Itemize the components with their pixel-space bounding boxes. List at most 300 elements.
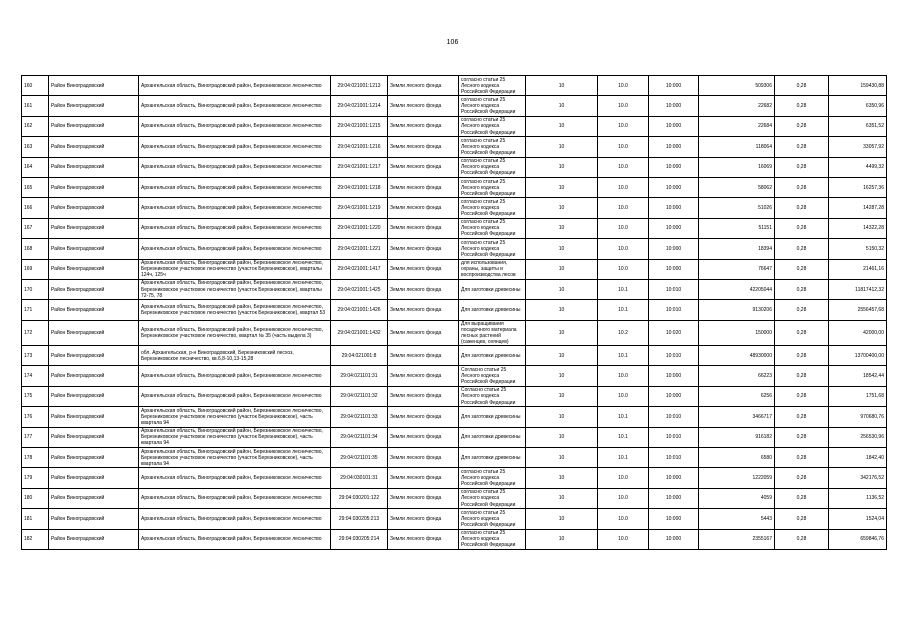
- cell-area: 22684: [699, 116, 775, 136]
- cell-code: 10: [526, 346, 598, 366]
- cell-row-number: 164: [22, 157, 49, 177]
- cell-subcode: 10.0: [598, 157, 649, 177]
- cell-cadastral-value: 16257,36: [829, 177, 887, 197]
- cell-location: Архангельская область, Виноградовский район, Березниковское лесничество: [139, 529, 331, 549]
- cell-cadastral-number: 29:04:021001:1220: [331, 218, 388, 238]
- table-row: [22, 407, 887, 427]
- cell-code: 10: [526, 96, 598, 116]
- cell-subcode: 10.1: [598, 346, 649, 366]
- cell-cadastral-value: 6350,96: [829, 96, 887, 116]
- cell-row-number: 176: [22, 407, 49, 427]
- cell-land-category: Земли лесного фонда: [388, 529, 459, 549]
- cell-code-detail: 10:000: [649, 198, 699, 218]
- cell-area: 5443: [699, 509, 775, 529]
- cell-subcode: 10.0: [598, 488, 649, 508]
- cell-code-detail: 10:000: [649, 116, 699, 136]
- cell-code-detail: 10:000: [649, 259, 699, 279]
- cell-subcode: 10.0: [598, 116, 649, 136]
- cell-subcode: 10.2: [598, 320, 649, 345]
- cell-code: 10: [526, 320, 598, 345]
- cell-code-detail: 10:000: [649, 96, 699, 116]
- cell-code-detail: 10:020: [649, 320, 699, 345]
- cell-rate: 0,28: [775, 468, 829, 488]
- cell-rate: 0,28: [775, 137, 829, 157]
- cell-land-category: Земли лесного фонда: [388, 76, 459, 96]
- cell-land-category: Земли лесного фонда: [388, 157, 459, 177]
- cell-area: 2355167: [699, 529, 775, 549]
- cell-area: 48930000: [699, 346, 775, 366]
- cell-code: 10: [526, 509, 598, 529]
- cell-code-detail: 10:010: [649, 427, 699, 447]
- cell-location: Архангельская область, Виноградовский район, Березниковское лесничество: [139, 218, 331, 238]
- cell-district: Район Виноградовский: [49, 488, 139, 508]
- cell-row-number: 173: [22, 346, 49, 366]
- cell-code: 10: [526, 300, 598, 320]
- cell-row-number: 162: [22, 116, 49, 136]
- cell-land-category: Земли лесного фонда: [388, 427, 459, 447]
- cell-subcode: 10.0: [598, 177, 649, 197]
- cell-cadastral-number: 29:04:030205:213: [331, 509, 388, 529]
- table-row: [22, 320, 887, 345]
- table-row: [22, 346, 887, 366]
- cell-land-category: Земли лесного фонда: [388, 468, 459, 488]
- cell-land-category: Земли лесного фонда: [388, 448, 459, 468]
- cell-cadastral-number: 29:04:021001:1214: [331, 96, 388, 116]
- cell-district: Район Виноградовский: [49, 218, 139, 238]
- cell-code: 10: [526, 157, 598, 177]
- cell-location: Архангельская область, Виноградовский район, Березниковское лесничество: [139, 366, 331, 386]
- cell-permitted-use: Согласно статьи 25 Лесного кодекса Российской Федерации: [459, 366, 526, 386]
- cell-location: Архангельская область, Виноградовский район, Березниковское лесничество: [139, 137, 331, 157]
- cell-location: Архангельская область, Виноградовский район, Березниковское лесничество: [139, 386, 331, 406]
- cell-district: Район Виноградовский: [49, 259, 139, 279]
- cell-area: 1222059: [699, 468, 775, 488]
- cell-permitted-use: согласно статьи 25 Лесного кодекса Российской Федерации: [459, 157, 526, 177]
- page-number: 106: [446, 39, 459, 46]
- cell-permitted-use: Для выращивания посадочного материала лесных растений (саженцев, сеянцев): [459, 320, 526, 345]
- cell-rate: 0,28: [775, 239, 829, 259]
- cell-code-detail: 10:010: [649, 448, 699, 468]
- cell-cadastral-number: 29:04:030101:31: [331, 468, 388, 488]
- cell-code-detail: 10:000: [649, 488, 699, 508]
- cell-rate: 0,28: [775, 218, 829, 238]
- cell-row-number: 172: [22, 320, 49, 345]
- cell-cadastral-value: 6351,52: [829, 116, 887, 136]
- cell-subcode: 10.0: [598, 529, 649, 549]
- cell-location: Архангельская область, Виноградовский район, Березниковское лесничество: [139, 198, 331, 218]
- cell-cadastral-value: 11817412,32: [829, 279, 887, 299]
- cell-area: 16069: [699, 157, 775, 177]
- cell-cadastral-number: 29:04:030201:122: [331, 488, 388, 508]
- cell-cadastral-value: 18542,44: [829, 366, 887, 386]
- table-row: [22, 488, 887, 508]
- cell-subcode: 10.0: [598, 218, 649, 238]
- cell-permitted-use: Для заготовки древесины: [459, 407, 526, 427]
- cell-rate: 0,28: [775, 529, 829, 549]
- cell-code: 10: [526, 427, 598, 447]
- cell-land-category: Земли лесного фонда: [388, 259, 459, 279]
- cell-permitted-use: согласно статьи 25 Лесного кодекса Российской Федерации: [459, 218, 526, 238]
- cell-land-category: Земли лесного фонда: [388, 407, 459, 427]
- cell-rate: 0,28: [775, 366, 829, 386]
- cell-location: Архангельская область, Виноградовский район, Березниковское лесничество: [139, 239, 331, 259]
- cell-code-detail: 10:000: [649, 137, 699, 157]
- cell-subcode: 10.1: [598, 279, 649, 299]
- cell-land-category: Земли лесного фонда: [388, 386, 459, 406]
- cell-cadastral-value: 33057,92: [829, 137, 887, 157]
- cell-permitted-use: согласно статьи 25 Лесного кодекса Российской Федерации: [459, 116, 526, 136]
- cell-cadastral-number: 29:04:030205:214: [331, 529, 388, 549]
- cell-area: 18394: [699, 239, 775, 259]
- cell-cadastral-value: 1751,68: [829, 386, 887, 406]
- cell-code-detail: 10:000: [649, 386, 699, 406]
- cell-code: 10: [526, 116, 598, 136]
- cell-district: Район Виноградовский: [49, 239, 139, 259]
- cell-location: Архангельская область, Виноградовский район, Березниковское лесничество, Березниковское участковое лесничество (участок Березниковское), кварталы 72-75, 78: [139, 279, 331, 299]
- cell-rate: 0,28: [775, 96, 829, 116]
- cell-cadastral-number: 29:04:021001:1213: [331, 76, 388, 96]
- cell-district: Район Виноградовский: [49, 407, 139, 427]
- cell-location: Архангельская область, Виноградовский район, Березниковское лесничество, Березниковское участковое лесничество (участок Березниковское), кварталы 124ч, 125ч: [139, 259, 331, 279]
- cell-row-number: 180: [22, 488, 49, 508]
- cell-code-detail: 10:010: [649, 300, 699, 320]
- cell-rate: 0,28: [775, 488, 829, 508]
- cell-row-number: 177: [22, 427, 49, 447]
- cell-subcode: 10.0: [598, 259, 649, 279]
- cell-permitted-use: согласно статьи 25 Лесного кодекса Российской Федерации: [459, 137, 526, 157]
- cell-district: Район Виноградовский: [49, 529, 139, 549]
- cell-rate: 0,28: [775, 157, 829, 177]
- cell-permitted-use: согласно статьи 25 Лесного кодекса Российской Федерации: [459, 509, 526, 529]
- cell-code-detail: 10:010: [649, 407, 699, 427]
- cell-area: 76647: [699, 259, 775, 279]
- cell-permitted-use: для использования, охраны, защиты и воспроизводства лесов: [459, 259, 526, 279]
- cell-district: Район Виноградовский: [49, 320, 139, 345]
- cell-cadastral-number: 29:04:021001:1219: [331, 198, 388, 218]
- cell-code-detail: 10:000: [649, 529, 699, 549]
- cell-area: 150000: [699, 320, 775, 345]
- cell-area: 916182: [699, 427, 775, 447]
- cell-rate: 0,28: [775, 300, 829, 320]
- cell-permitted-use: согласно статьи 25 Лесного кодекса Российской Федерации: [459, 529, 526, 549]
- cell-location: Архангельская область, Виноградовский район, Березниковское лесничество, Березниковское участковое лесничество (участок Березниковское), часть квартала 94: [139, 448, 331, 468]
- cell-area: 6256: [699, 386, 775, 406]
- cell-area: 118064: [699, 137, 775, 157]
- cell-district: Район Виноградовский: [49, 366, 139, 386]
- cell-permitted-use: Для заготовки древесины: [459, 346, 526, 366]
- cell-land-category: Земли лесного фонда: [388, 300, 459, 320]
- cell-code-detail: 10:010: [649, 346, 699, 366]
- table-row: [22, 177, 887, 197]
- cell-cadastral-number: 29:04:021001:1425: [331, 279, 388, 299]
- cell-area: 22682: [699, 96, 775, 116]
- cell-code: 10: [526, 198, 598, 218]
- cell-area: 51151: [699, 218, 775, 238]
- cell-rate: 0,28: [775, 76, 829, 96]
- table-row: [22, 198, 887, 218]
- cell-rate: 0,28: [775, 279, 829, 299]
- cell-rate: 0,28: [775, 177, 829, 197]
- cell-location: Архангельская область, Виноградовский район, Березниковское лесничество: [139, 96, 331, 116]
- cell-cadastral-number: 29:04:021001:1215: [331, 116, 388, 136]
- cell-permitted-use: согласно статьи 25 Лесного кодекса Российской Федерации: [459, 198, 526, 218]
- cell-permitted-use: Для заготовки древесины: [459, 300, 526, 320]
- cell-cadastral-number: 29:04:021001:1417: [331, 259, 388, 279]
- cell-code-detail: 10:000: [649, 468, 699, 488]
- cell-district: Район Виноградовский: [49, 448, 139, 468]
- cell-code: 10: [526, 76, 598, 96]
- table-row: [22, 239, 887, 259]
- cell-cadastral-value: 970680,76: [829, 407, 887, 427]
- cell-rate: 0,28: [775, 427, 829, 447]
- cell-rate: 0,28: [775, 320, 829, 345]
- cell-cadastral-value: 342176,52: [829, 468, 887, 488]
- cell-district: Район Виноградовский: [49, 96, 139, 116]
- cell-permitted-use: согласно статьи 25 Лесного кодекса Российской Федерации: [459, 488, 526, 508]
- cell-location: Архангельская область, Виноградовский район, Березниковское лесничество: [139, 177, 331, 197]
- cell-code: 10: [526, 137, 598, 157]
- cell-subcode: 10.0: [598, 386, 649, 406]
- cell-subcode: 10.1: [598, 407, 649, 427]
- cell-land-category: Земли лесного фонда: [388, 239, 459, 259]
- cell-cadastral-value: 1524,04: [829, 509, 887, 529]
- cell-code: 10: [526, 279, 598, 299]
- cell-subcode: 10.0: [598, 509, 649, 529]
- table-row: [22, 468, 887, 488]
- cell-district: Район Виноградовский: [49, 509, 139, 529]
- land-plots-table: [21, 75, 887, 550]
- cell-location: Архангельская область, Виноградовский район, Березниковское лесничество: [139, 157, 331, 177]
- cell-subcode: 10.1: [598, 427, 649, 447]
- cell-row-number: 171: [22, 300, 49, 320]
- cell-permitted-use: Для заготовки древесины: [459, 427, 526, 447]
- cell-row-number: 169: [22, 259, 49, 279]
- cell-code-detail: 10:000: [649, 177, 699, 197]
- cell-district: Район Виноградовский: [49, 279, 139, 299]
- cell-permitted-use: Для заготовки древесины: [459, 279, 526, 299]
- cell-row-number: 168: [22, 239, 49, 259]
- cell-land-category: Земли лесного фонда: [388, 279, 459, 299]
- cell-district: Район Виноградовский: [49, 177, 139, 197]
- cell-area: 42205044: [699, 279, 775, 299]
- cell-district: Район Виноградовский: [49, 76, 139, 96]
- table-row: [22, 509, 887, 529]
- cell-cadastral-number: 29:04:021101:32: [331, 386, 388, 406]
- cell-location: Архангельская область, Виноградовский район, Березниковское лесничество: [139, 468, 331, 488]
- cell-rate: 0,28: [775, 386, 829, 406]
- cell-code-detail: 10:000: [649, 218, 699, 238]
- cell-rate: 0,28: [775, 509, 829, 529]
- cell-code: 10: [526, 366, 598, 386]
- cell-row-number: 165: [22, 177, 49, 197]
- table-row: [22, 76, 887, 96]
- cell-cadastral-value: 13700400,00: [829, 346, 887, 366]
- cell-district: Район Виноградовский: [49, 300, 139, 320]
- cell-code-detail: 10:000: [649, 509, 699, 529]
- cell-cadastral-number: 29:04:021101:35: [331, 448, 388, 468]
- cell-land-category: Земли лесного фонда: [388, 218, 459, 238]
- cell-district: Район Виноградовский: [49, 116, 139, 136]
- cell-land-category: Земли лесного фонда: [388, 366, 459, 386]
- cell-row-number: 174: [22, 366, 49, 386]
- cell-land-category: Земли лесного фонда: [388, 488, 459, 508]
- cell-rate: 0,28: [775, 407, 829, 427]
- cell-district: Район Виноградовский: [49, 157, 139, 177]
- cell-code-detail: 10:010: [649, 279, 699, 299]
- cell-subcode: 10.0: [598, 76, 649, 96]
- cell-code: 10: [526, 448, 598, 468]
- cell-cadastral-value: 14287,28: [829, 198, 887, 218]
- cell-cadastral-number: 29:04:021001:1218: [331, 177, 388, 197]
- cell-row-number: 163: [22, 137, 49, 157]
- cell-row-number: 166: [22, 198, 49, 218]
- cell-subcode: 10.1: [598, 448, 649, 468]
- cell-land-category: Земли лесного фонда: [388, 198, 459, 218]
- table-row: [22, 448, 887, 468]
- cell-permitted-use: согласно статьи 25 Лесного кодекса Российской Федерации: [459, 76, 526, 96]
- cell-code-detail: 10:000: [649, 76, 699, 96]
- cell-code-detail: 10:000: [649, 366, 699, 386]
- cell-cadastral-value: 14322,28: [829, 218, 887, 238]
- cell-permitted-use: согласно статьи 25 Лесного кодекса Российской Федерации: [459, 239, 526, 259]
- table-row: [22, 157, 887, 177]
- cell-rate: 0,28: [775, 116, 829, 136]
- cell-code: 10: [526, 177, 598, 197]
- cell-area: 4059: [699, 488, 775, 508]
- cell-district: Район Виноградовский: [49, 137, 139, 157]
- table-row: [22, 427, 887, 447]
- cell-location: Архангельская область, Виноградовский район, Березниковское лесничество: [139, 509, 331, 529]
- cell-code: 10: [526, 218, 598, 238]
- cell-area: 9130206: [699, 300, 775, 320]
- table-row: [22, 96, 887, 116]
- cell-land-category: Земли лесного фонда: [388, 177, 459, 197]
- cell-district: Район Виноградовский: [49, 386, 139, 406]
- cell-location: обл. Архангельская, р-н Виноградовский, Березниковский лесхоз, Березниковское лесничество, кв.6,8-10,13-15,28: [139, 346, 331, 366]
- cell-code: 10: [526, 468, 598, 488]
- cell-code: 10: [526, 259, 598, 279]
- cell-cadastral-value: 159430,88: [829, 76, 887, 96]
- cell-location: Архангельская область, Виноградовский район, Березниковское лесничество: [139, 488, 331, 508]
- table-row: [22, 529, 887, 549]
- table-row: [22, 386, 887, 406]
- cell-permitted-use: согласно статьи 25 Лесного кодекса Российской Федерации: [459, 468, 526, 488]
- cell-area: 58062: [699, 177, 775, 197]
- cell-cadastral-value: 4499,32: [829, 157, 887, 177]
- cell-land-category: Земли лесного фонда: [388, 320, 459, 345]
- cell-land-category: Земли лесного фонда: [388, 137, 459, 157]
- cell-area: 3466717: [699, 407, 775, 427]
- cell-location: Архангельская область, Виноградовский район, Березниковское лесничество, Березниковское участковое лесничество (участок Березниковское), часть квартала 94: [139, 427, 331, 447]
- cell-subcode: 10.0: [598, 366, 649, 386]
- cell-cadastral-number: 29:04:021001:1216: [331, 137, 388, 157]
- cell-cadastral-value: 659846,76: [829, 529, 887, 549]
- cell-code: 10: [526, 239, 598, 259]
- cell-area: 509306: [699, 76, 775, 96]
- cell-row-number: 167: [22, 218, 49, 238]
- cell-cadastral-value: 21461,16: [829, 259, 887, 279]
- cell-cadastral-number: 29:04:021001:1217: [331, 157, 388, 177]
- cell-location: Архангельская область, Виноградовский район, Березниковское лесничество: [139, 116, 331, 136]
- cell-row-number: 182: [22, 529, 49, 549]
- table-body: [22, 76, 887, 550]
- cell-cadastral-number: 29:04:021001:1221: [331, 239, 388, 259]
- cell-cadastral-number: 29:04:021101:34: [331, 427, 388, 447]
- cell-cadastral-number: 29:04:021001:8: [331, 346, 388, 366]
- cell-subcode: 10.1: [598, 300, 649, 320]
- table-row: [22, 218, 887, 238]
- cell-land-category: Земли лесного фонда: [388, 346, 459, 366]
- cell-cadastral-value: 2556457,68: [829, 300, 887, 320]
- cell-district: Район Виноградовский: [49, 427, 139, 447]
- cell-row-number: 175: [22, 386, 49, 406]
- table-row: [22, 116, 887, 136]
- cell-location: Архангельская область, Виноградовский район, Березниковское лесничество: [139, 76, 331, 96]
- table-row: [22, 300, 887, 320]
- cell-area: 51026: [699, 198, 775, 218]
- cell-subcode: 10.0: [598, 468, 649, 488]
- cell-subcode: 10.0: [598, 96, 649, 116]
- cell-row-number: 179: [22, 468, 49, 488]
- cell-cadastral-number: 29:04:021101:33: [331, 407, 388, 427]
- cell-rate: 0,28: [775, 198, 829, 218]
- cell-code-detail: 10:000: [649, 239, 699, 259]
- cell-row-number: 160: [22, 76, 49, 96]
- cell-cadastral-value: 1842,40: [829, 448, 887, 468]
- cell-rate: 0,28: [775, 259, 829, 279]
- cell-cadastral-number: 29:04:021001:1426: [331, 300, 388, 320]
- table-row: [22, 279, 887, 299]
- cell-code: 10: [526, 529, 598, 549]
- cell-permitted-use: Для заготовки древесины: [459, 448, 526, 468]
- table-row: [22, 366, 887, 386]
- cell-location: Архангельская область, Виноградовский район, Березниковское лесничество, Березниковское участковое лесничество (участок Березниковское), квартал 53: [139, 300, 331, 320]
- cell-code-detail: 10:000: [649, 157, 699, 177]
- cell-permitted-use: согласно статьи 25 Лесного кодекса Российской Федерации: [459, 177, 526, 197]
- cell-location: Архангельская область, Виноградовский район, Березниковское лесничество, Березниковское участковое лесничество, квартал № 35 (часть выдела 3): [139, 320, 331, 345]
- cell-row-number: 161: [22, 96, 49, 116]
- cell-area: 66223: [699, 366, 775, 386]
- cell-rate: 0,28: [775, 346, 829, 366]
- cell-cadastral-value: 42000,00: [829, 320, 887, 345]
- cell-cadastral-value: 5150,32: [829, 239, 887, 259]
- table-row: [22, 259, 887, 279]
- cell-cadastral-value: 256530,96: [829, 427, 887, 447]
- cell-district: Район Виноградовский: [49, 198, 139, 218]
- cell-location: Архангельская область, Виноградовский район, Березниковское лесничество, Березниковское участковое лесничество (участок Березниковское), часть квартала 94: [139, 407, 331, 427]
- cell-rate: 0,28: [775, 448, 829, 468]
- cell-land-category: Земли лесного фонда: [388, 509, 459, 529]
- cell-code: 10: [526, 386, 598, 406]
- cell-row-number: 178: [22, 448, 49, 468]
- cell-subcode: 10.0: [598, 239, 649, 259]
- table-row: [22, 137, 887, 157]
- cell-permitted-use: согласно статьи 25 Лесного кодекса Российской Федерации: [459, 96, 526, 116]
- cell-row-number: 170: [22, 279, 49, 299]
- cell-cadastral-value: 1136,52: [829, 488, 887, 508]
- cell-area: 6580: [699, 448, 775, 468]
- cell-land-category: Земли лесного фонда: [388, 96, 459, 116]
- cell-cadastral-number: 29:04:021101:31: [331, 366, 388, 386]
- cell-row-number: 181: [22, 509, 49, 529]
- cell-subcode: 10.0: [598, 198, 649, 218]
- cell-permitted-use: Согласно статьи 25 Лесного кодекса Российской Федерации: [459, 386, 526, 406]
- cell-district: Район Виноградовский: [49, 346, 139, 366]
- cell-code: 10: [526, 407, 598, 427]
- cell-subcode: 10.0: [598, 137, 649, 157]
- cell-cadastral-number: 29:04:021001:1432: [331, 320, 388, 345]
- cell-land-category: Земли лесного фонда: [388, 116, 459, 136]
